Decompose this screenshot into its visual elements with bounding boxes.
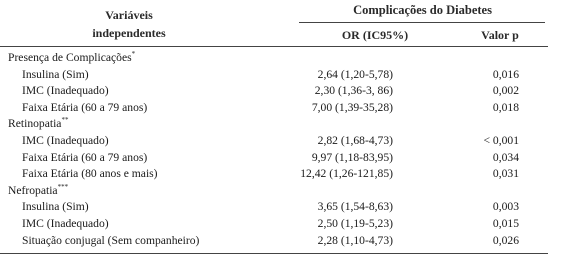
p-value: 0,016 bbox=[492, 67, 519, 81]
label-text: IMC (Inadequado) bbox=[22, 133, 109, 147]
or-value: 2,50 (1,19-5,23) bbox=[317, 216, 393, 230]
table-row bbox=[0, 100, 548, 117]
variable-label bbox=[22, 233, 199, 250]
group-label bbox=[8, 183, 68, 200]
p-value: 0,003 bbox=[492, 200, 519, 214]
or-value: 12,42 (1,26-121,85) bbox=[300, 167, 393, 181]
table-row bbox=[0, 199, 548, 216]
label-text: IMC (Inadequado) bbox=[22, 84, 109, 98]
header-p-column: Valor p bbox=[481, 28, 519, 42]
p-value: 0,026 bbox=[492, 233, 519, 247]
p-value: 0,015 bbox=[492, 216, 519, 230]
group-label bbox=[8, 116, 68, 133]
variable-label bbox=[22, 67, 89, 84]
or-value: 7,00 (1,39-35,28) bbox=[311, 100, 393, 114]
header-variables-line1: Variáveis bbox=[105, 8, 153, 22]
footnote-mark: * bbox=[131, 50, 136, 58]
table-row bbox=[0, 150, 548, 167]
variable-label bbox=[22, 133, 109, 150]
label-text: Situação conjugal (Sem companheiro) bbox=[22, 233, 200, 247]
label-text: Insulina (Sim) bbox=[22, 67, 89, 81]
table-row bbox=[0, 83, 548, 100]
label-text: Faixa Etária (60 a 79 anos) bbox=[22, 150, 148, 164]
label-text: Nefropatia bbox=[8, 183, 58, 197]
p-value: 0,034 bbox=[492, 150, 519, 164]
table-row bbox=[0, 67, 548, 84]
table-row bbox=[0, 166, 548, 183]
variable-label bbox=[22, 100, 147, 117]
table-row bbox=[0, 216, 548, 233]
label-text: Insulina (Sim) bbox=[22, 200, 89, 214]
variable-label bbox=[22, 166, 158, 183]
or-value: 3,65 (1,54-8,63) bbox=[317, 200, 393, 214]
variable-label bbox=[22, 199, 89, 216]
table-body bbox=[0, 50, 548, 249]
header-variables-line2: independentes bbox=[92, 26, 166, 40]
label-text: Retinopatia bbox=[8, 117, 62, 131]
or-value: 9,97 (1,18-83,95) bbox=[311, 150, 393, 164]
or-value: 2,64 (1,20-5,78) bbox=[317, 67, 393, 81]
label-text: Presença de Complicações bbox=[8, 51, 132, 64]
header-group-title: Complicações do Diabetes bbox=[353, 3, 492, 17]
footnote-mark: *** bbox=[57, 182, 69, 191]
variable-label bbox=[22, 83, 109, 100]
header-rule bbox=[0, 46, 548, 47]
variable-label bbox=[22, 216, 109, 233]
or-value: 2,82 (1,68-4,73) bbox=[317, 133, 393, 147]
p-value: 0,002 bbox=[492, 84, 519, 98]
table-row bbox=[0, 233, 548, 250]
label-text: Faixa Etária (80 anos e mais) bbox=[22, 167, 158, 181]
table-row bbox=[0, 133, 548, 150]
label-text: IMC (Inadequado) bbox=[22, 216, 109, 230]
label-text: Faixa Etária (60 a 79 anos) bbox=[22, 100, 148, 114]
group-label bbox=[8, 50, 135, 67]
p-value: 0,031 bbox=[492, 167, 519, 181]
p-value: < 0,001 bbox=[483, 133, 519, 147]
header-or-column: OR (IC95%) bbox=[341, 28, 409, 42]
group-row bbox=[0, 183, 548, 200]
or-value: 2,28 (1,10-4,73) bbox=[317, 233, 393, 247]
p-value: 0,018 bbox=[492, 100, 519, 114]
footnote-mark: ** bbox=[61, 116, 69, 125]
variable-label bbox=[22, 150, 147, 167]
or-value: 2,30 (1,36-3, 86) bbox=[314, 84, 393, 98]
group-row bbox=[0, 50, 548, 67]
group-row bbox=[0, 116, 548, 133]
group-underline bbox=[299, 22, 545, 23]
